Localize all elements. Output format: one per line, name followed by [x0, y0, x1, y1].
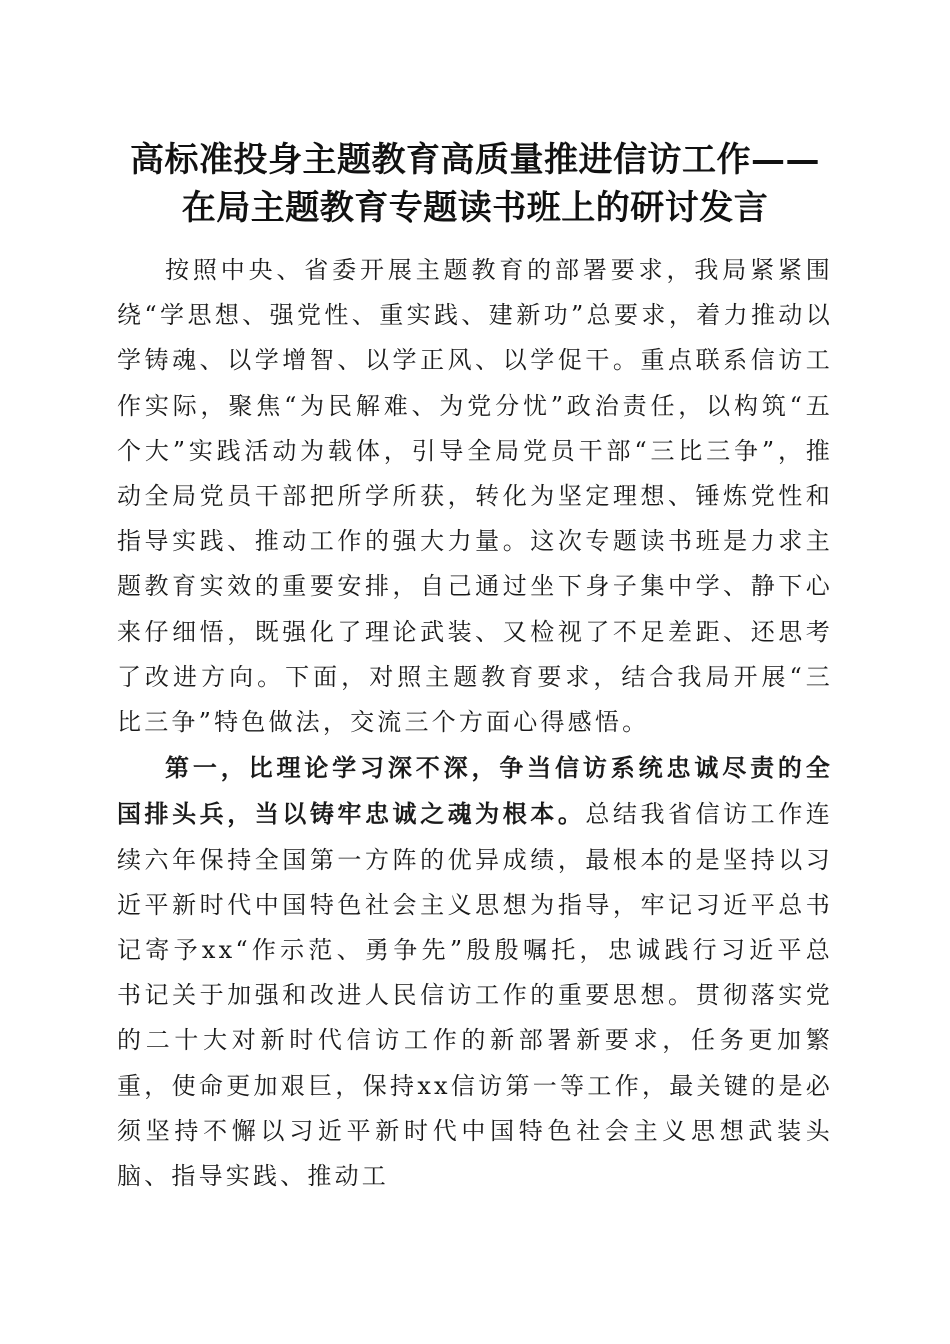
title-line-1: 高标准投身主题教育高质量推进信访工作—— — [130, 140, 820, 180]
document-title — [100, 136, 850, 232]
paragraph-first-point-heading: 第一，比理论学习深不深，争当信访系统忠诚尽责的全国排头兵，当以铸牢忠诚之魂为根本。 — [117, 753, 833, 829]
title-line-2: 在局主题教育专题读书班上的研讨发言 — [181, 188, 769, 228]
paragraph-intro: 按照中央、省委开展主题教育的部署要求，我局紧紧围绕“学思想、强党性、重实践、建新功”总要求，着力推动以学铸魂、以学增智、以学正风、以学促干。重点联系信访工作实际，聚焦“为民解难、为党分忧”政治责任，以构筑“五个大”实践活动为载体，引导全局党员干部“三比三争”，推动全局党员干部把所学所获，转化为坚定理想、锤炼党性和指导实践、推动工作的强大力量。这次专题读书班是力求主题教育实效的重要安排，自己通过坐下身子集中学、静下心来仔细悟，既强化了理论武装、又检视了不足差距、还思考了改进方向。下面，对照主题教育要求，结合我局开展“三比三争”特色做法，交流三个方面心得感悟。 — [117, 256, 833, 737]
paragraph-first-point-body: 总结我省信访工作连续六年保持全国第一方阵的优异成绩，最根本的是坚持以习近平新时代中国特色社会主义思想为指导，牢记习近平总书记寄予xx“作示范、勇争先”殷殷嘱托，忠诚践行习近平总书记关于加强和改进人民信访工作的重要思想。贯彻落实党的二十大对新时代信访工作的新部署新要求，任务更加繁重，使命更加艰巨，保持xx信访第一等工作，最关键的是必须坚持不懈以习近平新时代中国特色社会主义思想武装头脑、指导实践、推动工 — [117, 800, 833, 1191]
paragraph-first-point — [117, 745, 833, 1199]
document-body — [117, 248, 833, 1199]
